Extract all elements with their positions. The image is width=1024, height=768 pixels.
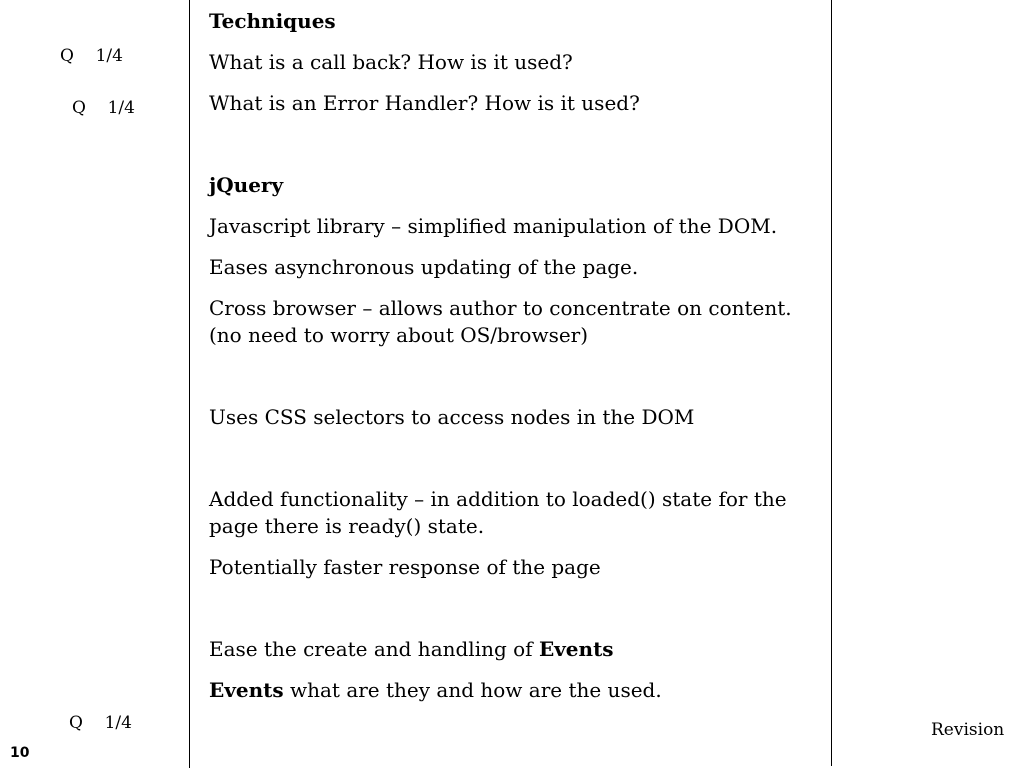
main-content (209, 8, 814, 704)
jquery-line-5: Added functionality – in addition to loaded() state for the page there is ready() state. (209, 487, 787, 538)
left-margin-rule (189, 0, 190, 768)
margin-note-mark: 1/4 (95, 46, 123, 66)
margin-note-q: Q (60, 46, 74, 66)
events-line-bold: Events (538, 637, 614, 661)
margin-note-3 (69, 713, 132, 733)
techniques-line-1: What is a call back? How is it used? (209, 50, 573, 74)
jquery-heading: jQuery (209, 173, 284, 197)
margin-note-mark: 1/4 (104, 713, 132, 733)
jquery-line-3: Cross browser – allows author to concentrate on content. (no need to worry about OS/browser) (209, 296, 792, 347)
techniques-heading: Techniques (209, 9, 336, 33)
techniques-line-2: What is an Error Handler? How is it used? (209, 91, 640, 115)
margin-note-2 (72, 98, 135, 118)
page-number: 10 (10, 745, 30, 761)
right-margin-rule (831, 0, 832, 766)
margin-note-q: Q (72, 98, 86, 118)
jquery-line-4: Uses CSS selectors to access nodes in the DOM (209, 405, 695, 429)
events-question-bold: Events (209, 678, 284, 702)
events-question-suffix: what are they and how are the used. (283, 678, 662, 702)
jquery-line-1: Javascript library – simplified manipulation of the DOM. (209, 214, 778, 238)
jquery-line-2: Eases asynchronous updating of the page. (209, 255, 639, 279)
jquery-line-6: Potentially faster response of the page (209, 555, 601, 579)
events-line (209, 636, 814, 663)
revision-label: Revision (931, 720, 1005, 740)
margin-note-1 (60, 46, 123, 66)
margin-note-mark: 1/4 (107, 98, 135, 118)
events-line-prefix: Ease the create and handling of (209, 637, 539, 661)
margin-note-q: Q (69, 713, 83, 733)
events-question (209, 677, 814, 704)
